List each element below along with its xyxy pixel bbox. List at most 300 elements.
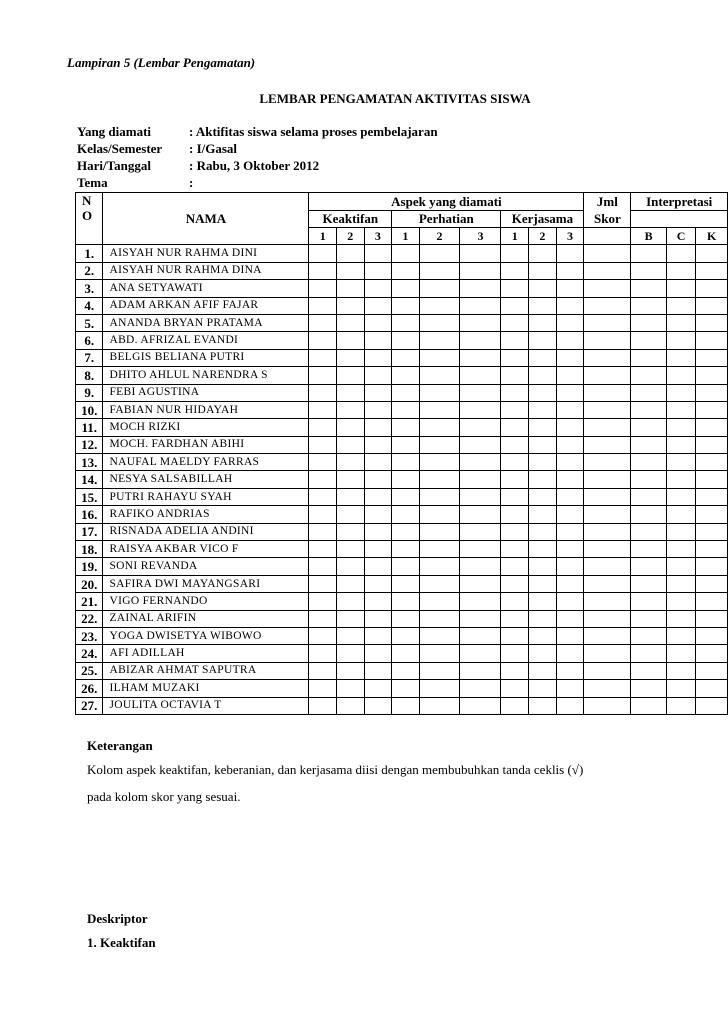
score-cell[interactable]	[584, 280, 631, 297]
score-cell[interactable]	[392, 697, 419, 714]
score-cell[interactable]	[501, 471, 529, 488]
score-cell[interactable]	[309, 697, 337, 714]
score-cell[interactable]	[309, 593, 337, 610]
score-cell[interactable]	[631, 384, 666, 401]
score-cell[interactable]	[460, 558, 501, 575]
score-cell[interactable]	[529, 506, 557, 523]
score-cell[interactable]	[666, 697, 696, 714]
score-cell[interactable]	[529, 610, 557, 627]
score-cell[interactable]	[501, 297, 529, 314]
score-cell[interactable]	[666, 523, 696, 540]
score-cell[interactable]	[696, 697, 728, 714]
score-cell[interactable]	[584, 262, 631, 279]
score-cell[interactable]	[584, 523, 631, 540]
score-cell[interactable]	[529, 593, 557, 610]
score-cell[interactable]	[529, 541, 557, 558]
score-cell[interactable]	[419, 471, 460, 488]
score-cell[interactable]	[501, 610, 529, 627]
score-cell[interactable]	[584, 610, 631, 627]
score-cell[interactable]	[556, 662, 584, 679]
score-cell[interactable]	[631, 314, 666, 331]
score-cell[interactable]	[631, 454, 666, 471]
score-cell[interactable]	[666, 367, 696, 384]
score-cell[interactable]	[309, 419, 337, 436]
score-cell[interactable]	[666, 401, 696, 418]
score-cell[interactable]	[460, 697, 501, 714]
score-cell[interactable]	[584, 662, 631, 679]
score-cell[interactable]	[529, 384, 557, 401]
score-cell[interactable]	[309, 401, 337, 418]
score-cell[interactable]	[419, 262, 460, 279]
score-cell[interactable]	[364, 558, 392, 575]
score-cell[interactable]	[460, 297, 501, 314]
score-cell[interactable]	[556, 593, 584, 610]
score-cell[interactable]	[556, 419, 584, 436]
score-cell[interactable]	[696, 245, 728, 262]
score-cell[interactable]	[419, 593, 460, 610]
score-cell[interactable]	[666, 680, 696, 697]
score-cell[interactable]	[460, 245, 501, 262]
score-cell[interactable]	[501, 488, 529, 505]
score-cell[interactable]	[364, 645, 392, 662]
score-cell[interactable]	[337, 280, 365, 297]
score-cell[interactable]	[337, 314, 365, 331]
score-cell[interactable]	[309, 471, 337, 488]
score-cell[interactable]	[556, 506, 584, 523]
score-cell[interactable]	[529, 332, 557, 349]
score-cell[interactable]	[584, 506, 631, 523]
score-cell[interactable]	[337, 697, 365, 714]
score-cell[interactable]	[584, 627, 631, 644]
score-cell[interactable]	[584, 314, 631, 331]
score-cell[interactable]	[529, 349, 557, 366]
score-cell[interactable]	[501, 349, 529, 366]
score-cell[interactable]	[392, 593, 419, 610]
score-cell[interactable]	[419, 436, 460, 453]
score-cell[interactable]	[529, 662, 557, 679]
score-cell[interactable]	[584, 541, 631, 558]
score-cell[interactable]	[696, 262, 728, 279]
score-cell[interactable]	[309, 558, 337, 575]
score-cell[interactable]	[666, 280, 696, 297]
score-cell[interactable]	[631, 488, 666, 505]
score-cell[interactable]	[631, 697, 666, 714]
score-cell[interactable]	[696, 436, 728, 453]
score-cell[interactable]	[556, 541, 584, 558]
score-cell[interactable]	[364, 471, 392, 488]
score-cell[interactable]	[460, 506, 501, 523]
score-cell[interactable]	[309, 262, 337, 279]
score-cell[interactable]	[309, 662, 337, 679]
score-cell[interactable]	[419, 419, 460, 436]
score-cell[interactable]	[337, 297, 365, 314]
score-cell[interactable]	[392, 349, 419, 366]
score-cell[interactable]	[556, 436, 584, 453]
score-cell[interactable]	[364, 401, 392, 418]
score-cell[interactable]	[364, 332, 392, 349]
score-cell[interactable]	[529, 262, 557, 279]
score-cell[interactable]	[696, 541, 728, 558]
score-cell[interactable]	[460, 280, 501, 297]
score-cell[interactable]	[460, 454, 501, 471]
score-cell[interactable]	[666, 332, 696, 349]
score-cell[interactable]	[392, 280, 419, 297]
score-cell[interactable]	[392, 384, 419, 401]
score-cell[interactable]	[584, 575, 631, 592]
score-cell[interactable]	[529, 558, 557, 575]
score-cell[interactable]	[419, 627, 460, 644]
score-cell[interactable]	[337, 575, 365, 592]
score-cell[interactable]	[337, 558, 365, 575]
score-cell[interactable]	[460, 541, 501, 558]
score-cell[interactable]	[631, 280, 666, 297]
score-cell[interactable]	[309, 349, 337, 366]
score-cell[interactable]	[501, 523, 529, 540]
score-cell[interactable]	[364, 436, 392, 453]
score-cell[interactable]	[392, 506, 419, 523]
score-cell[interactable]	[337, 367, 365, 384]
score-cell[interactable]	[392, 680, 419, 697]
score-cell[interactable]	[501, 332, 529, 349]
score-cell[interactable]	[419, 575, 460, 592]
score-cell[interactable]	[631, 367, 666, 384]
score-cell[interactable]	[696, 471, 728, 488]
score-cell[interactable]	[556, 367, 584, 384]
score-cell[interactable]	[419, 541, 460, 558]
score-cell[interactable]	[364, 349, 392, 366]
score-cell[interactable]	[501, 645, 529, 662]
score-cell[interactable]	[392, 488, 419, 505]
score-cell[interactable]	[501, 680, 529, 697]
score-cell[interactable]	[392, 471, 419, 488]
score-cell[interactable]	[460, 645, 501, 662]
score-cell[interactable]	[337, 401, 365, 418]
score-cell[interactable]	[696, 419, 728, 436]
score-cell[interactable]	[666, 627, 696, 644]
score-cell[interactable]	[392, 627, 419, 644]
score-cell[interactable]	[337, 384, 365, 401]
score-cell[interactable]	[337, 471, 365, 488]
score-cell[interactable]	[419, 297, 460, 314]
score-cell[interactable]	[460, 349, 501, 366]
score-cell[interactable]	[419, 697, 460, 714]
score-cell[interactable]	[419, 401, 460, 418]
score-cell[interactable]	[529, 436, 557, 453]
score-cell[interactable]	[666, 645, 696, 662]
score-cell[interactable]	[696, 645, 728, 662]
score-cell[interactable]	[460, 384, 501, 401]
score-cell[interactable]	[460, 367, 501, 384]
score-cell[interactable]	[696, 280, 728, 297]
score-cell[interactable]	[666, 384, 696, 401]
score-cell[interactable]	[584, 419, 631, 436]
score-cell[interactable]	[337, 349, 365, 366]
score-cell[interactable]	[556, 384, 584, 401]
score-cell[interactable]	[364, 523, 392, 540]
score-cell[interactable]	[501, 662, 529, 679]
score-cell[interactable]	[419, 680, 460, 697]
score-cell[interactable]	[337, 610, 365, 627]
score-cell[interactable]	[696, 349, 728, 366]
score-cell[interactable]	[460, 662, 501, 679]
score-cell[interactable]	[556, 454, 584, 471]
score-cell[interactable]	[309, 367, 337, 384]
score-cell[interactable]	[696, 558, 728, 575]
score-cell[interactable]	[631, 419, 666, 436]
score-cell[interactable]	[696, 401, 728, 418]
score-cell[interactable]	[666, 454, 696, 471]
score-cell[interactable]	[392, 575, 419, 592]
score-cell[interactable]	[666, 593, 696, 610]
score-cell[interactable]	[364, 280, 392, 297]
score-cell[interactable]	[337, 454, 365, 471]
score-cell[interactable]	[419, 610, 460, 627]
score-cell[interactable]	[631, 575, 666, 592]
score-cell[interactable]	[556, 680, 584, 697]
score-cell[interactable]	[666, 419, 696, 436]
score-cell[interactable]	[631, 436, 666, 453]
score-cell[interactable]	[337, 262, 365, 279]
score-cell[interactable]	[337, 419, 365, 436]
score-cell[interactable]	[501, 280, 529, 297]
score-cell[interactable]	[337, 645, 365, 662]
score-cell[interactable]	[501, 262, 529, 279]
score-cell[interactable]	[392, 262, 419, 279]
score-cell[interactable]	[460, 610, 501, 627]
score-cell[interactable]	[556, 523, 584, 540]
score-cell[interactable]	[529, 419, 557, 436]
score-cell[interactable]	[392, 645, 419, 662]
score-cell[interactable]	[501, 558, 529, 575]
score-cell[interactable]	[529, 488, 557, 505]
score-cell[interactable]	[666, 575, 696, 592]
score-cell[interactable]	[337, 436, 365, 453]
score-cell[interactable]	[309, 575, 337, 592]
score-cell[interactable]	[364, 262, 392, 279]
score-cell[interactable]	[584, 488, 631, 505]
score-cell[interactable]	[696, 523, 728, 540]
score-cell[interactable]	[666, 314, 696, 331]
score-cell[interactable]	[501, 314, 529, 331]
score-cell[interactable]	[392, 662, 419, 679]
score-cell[interactable]	[364, 384, 392, 401]
score-cell[interactable]	[696, 314, 728, 331]
score-cell[interactable]	[584, 436, 631, 453]
score-cell[interactable]	[631, 245, 666, 262]
score-cell[interactable]	[419, 384, 460, 401]
score-cell[interactable]	[364, 488, 392, 505]
score-cell[interactable]	[309, 523, 337, 540]
score-cell[interactable]	[419, 645, 460, 662]
score-cell[interactable]	[666, 488, 696, 505]
score-cell[interactable]	[392, 436, 419, 453]
score-cell[interactable]	[364, 697, 392, 714]
score-cell[interactable]	[631, 610, 666, 627]
score-cell[interactable]	[460, 314, 501, 331]
score-cell[interactable]	[419, 314, 460, 331]
score-cell[interactable]	[556, 314, 584, 331]
score-cell[interactable]	[501, 593, 529, 610]
score-cell[interactable]	[337, 662, 365, 679]
score-cell[interactable]	[309, 488, 337, 505]
score-cell[interactable]	[584, 645, 631, 662]
score-cell[interactable]	[631, 680, 666, 697]
score-cell[interactable]	[631, 471, 666, 488]
score-cell[interactable]	[556, 575, 584, 592]
score-cell[interactable]	[696, 662, 728, 679]
score-cell[interactable]	[666, 262, 696, 279]
score-cell[interactable]	[309, 627, 337, 644]
score-cell[interactable]	[631, 262, 666, 279]
score-cell[interactable]	[337, 506, 365, 523]
score-cell[interactable]	[666, 558, 696, 575]
score-cell[interactable]	[529, 401, 557, 418]
score-cell[interactable]	[419, 332, 460, 349]
score-cell[interactable]	[309, 332, 337, 349]
score-cell[interactable]	[460, 332, 501, 349]
score-cell[interactable]	[584, 454, 631, 471]
score-cell[interactable]	[529, 680, 557, 697]
score-cell[interactable]	[666, 297, 696, 314]
score-cell[interactable]	[584, 349, 631, 366]
score-cell[interactable]	[392, 610, 419, 627]
score-cell[interactable]	[364, 367, 392, 384]
score-cell[interactable]	[529, 367, 557, 384]
score-cell[interactable]	[696, 454, 728, 471]
score-cell[interactable]	[501, 401, 529, 418]
score-cell[interactable]	[584, 332, 631, 349]
score-cell[interactable]	[419, 280, 460, 297]
score-cell[interactable]	[584, 558, 631, 575]
score-cell[interactable]	[460, 523, 501, 540]
score-cell[interactable]	[364, 297, 392, 314]
score-cell[interactable]	[309, 506, 337, 523]
score-cell[interactable]	[696, 610, 728, 627]
score-cell[interactable]	[364, 454, 392, 471]
score-cell[interactable]	[419, 506, 460, 523]
score-cell[interactable]	[696, 367, 728, 384]
score-cell[interactable]	[419, 523, 460, 540]
score-cell[interactable]	[419, 349, 460, 366]
score-cell[interactable]	[584, 245, 631, 262]
score-cell[interactable]	[460, 680, 501, 697]
score-cell[interactable]	[584, 401, 631, 418]
score-cell[interactable]	[696, 575, 728, 592]
score-cell[interactable]	[364, 419, 392, 436]
score-cell[interactable]	[529, 645, 557, 662]
score-cell[interactable]	[392, 454, 419, 471]
score-cell[interactable]	[529, 245, 557, 262]
score-cell[interactable]	[364, 593, 392, 610]
score-cell[interactable]	[419, 662, 460, 679]
score-cell[interactable]	[666, 506, 696, 523]
score-cell[interactable]	[556, 401, 584, 418]
score-cell[interactable]	[556, 332, 584, 349]
score-cell[interactable]	[309, 245, 337, 262]
score-cell[interactable]	[392, 367, 419, 384]
score-cell[interactable]	[460, 627, 501, 644]
score-cell[interactable]	[556, 558, 584, 575]
score-cell[interactable]	[584, 471, 631, 488]
score-cell[interactable]	[392, 401, 419, 418]
score-cell[interactable]	[501, 245, 529, 262]
score-cell[interactable]	[556, 245, 584, 262]
score-cell[interactable]	[666, 436, 696, 453]
score-cell[interactable]	[501, 419, 529, 436]
score-cell[interactable]	[631, 401, 666, 418]
score-cell[interactable]	[337, 541, 365, 558]
score-cell[interactable]	[337, 488, 365, 505]
score-cell[interactable]	[584, 367, 631, 384]
score-cell[interactable]	[309, 280, 337, 297]
score-cell[interactable]	[556, 488, 584, 505]
score-cell[interactable]	[309, 645, 337, 662]
score-cell[interactable]	[556, 262, 584, 279]
score-cell[interactable]	[364, 575, 392, 592]
score-cell[interactable]	[364, 314, 392, 331]
score-cell[interactable]	[309, 314, 337, 331]
score-cell[interactable]	[631, 332, 666, 349]
score-cell[interactable]	[584, 384, 631, 401]
score-cell[interactable]	[631, 627, 666, 644]
score-cell[interactable]	[696, 627, 728, 644]
score-cell[interactable]	[584, 297, 631, 314]
score-cell[interactable]	[309, 680, 337, 697]
score-cell[interactable]	[666, 662, 696, 679]
score-cell[interactable]	[364, 541, 392, 558]
score-cell[interactable]	[364, 627, 392, 644]
score-cell[interactable]	[666, 541, 696, 558]
score-cell[interactable]	[556, 297, 584, 314]
score-cell[interactable]	[666, 471, 696, 488]
score-cell[interactable]	[337, 627, 365, 644]
score-cell[interactable]	[631, 662, 666, 679]
score-cell[interactable]	[460, 419, 501, 436]
score-cell[interactable]	[460, 488, 501, 505]
score-cell[interactable]	[364, 680, 392, 697]
score-cell[interactable]	[460, 262, 501, 279]
score-cell[interactable]	[666, 245, 696, 262]
score-cell[interactable]	[501, 436, 529, 453]
score-cell[interactable]	[529, 280, 557, 297]
score-cell[interactable]	[529, 575, 557, 592]
score-cell[interactable]	[696, 332, 728, 349]
score-cell[interactable]	[364, 506, 392, 523]
score-cell[interactable]	[501, 367, 529, 384]
score-cell[interactable]	[419, 488, 460, 505]
score-cell[interactable]	[529, 314, 557, 331]
score-cell[interactable]	[392, 314, 419, 331]
score-cell[interactable]	[696, 593, 728, 610]
score-cell[interactable]	[584, 593, 631, 610]
score-cell[interactable]	[392, 419, 419, 436]
score-cell[interactable]	[364, 662, 392, 679]
score-cell[interactable]	[584, 680, 631, 697]
score-cell[interactable]	[460, 575, 501, 592]
score-cell[interactable]	[529, 471, 557, 488]
score-cell[interactable]	[337, 593, 365, 610]
score-cell[interactable]	[666, 349, 696, 366]
score-cell[interactable]	[392, 541, 419, 558]
score-cell[interactable]	[631, 523, 666, 540]
score-cell[interactable]	[419, 454, 460, 471]
score-cell[interactable]	[696, 488, 728, 505]
score-cell[interactable]	[309, 454, 337, 471]
score-cell[interactable]	[419, 367, 460, 384]
score-cell[interactable]	[556, 610, 584, 627]
score-cell[interactable]	[631, 349, 666, 366]
score-cell[interactable]	[556, 471, 584, 488]
